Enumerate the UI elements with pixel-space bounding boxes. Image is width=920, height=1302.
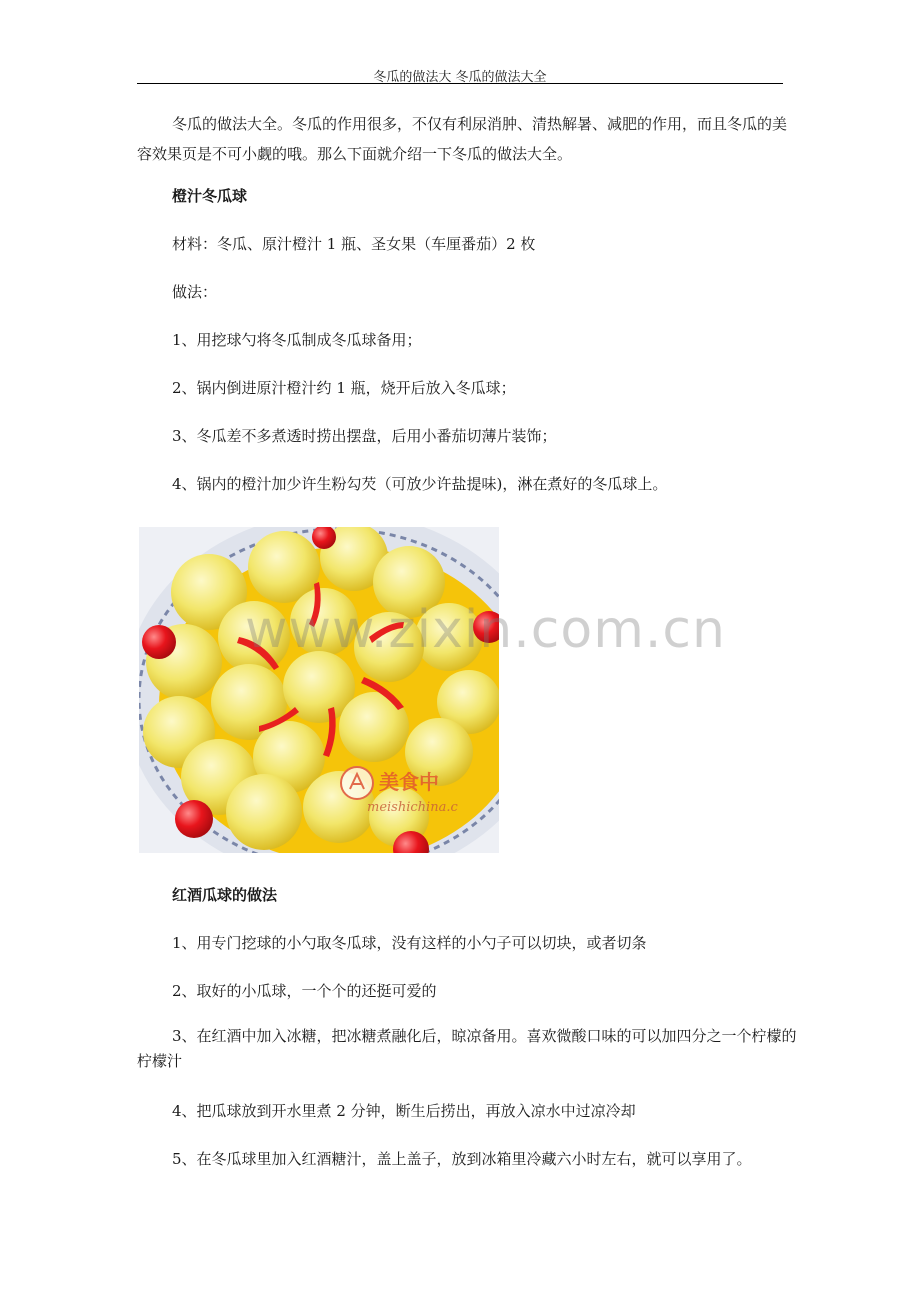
section1-step-2: 2、锅内倒进原汁橙汁约 1 瓶，烧开后放入冬瓜球； <box>172 379 516 397</box>
section2-step-2: 2、取好的小瓜球，一个个的还挺可爱的 <box>172 982 437 1000</box>
section1-title: 橙汁冬瓜球 <box>172 187 248 205</box>
section2-step-5: 5、在冬瓜球里加入红酒糖汁，盖上盖子，放到冰箱里冷藏六小时左右，就可以享用了。 <box>172 1150 752 1168</box>
section1-step-1: 1、用挖球勺将冬瓜制成冬瓜球备用； <box>172 331 422 349</box>
section2-step-1: 1、用专门挖球的小勺取冬瓜球，没有这样的小勺子可以切块，或者切条 <box>172 934 647 952</box>
header-rule <box>137 83 783 84</box>
winter-melon-orange-juice-photo <box>139 527 499 853</box>
section1-method-label: 做法： <box>172 283 218 301</box>
section2-step-3: 3、在红酒中加入冰糖，把冰糖煮融化后，晾凉备用。喜欢微酸口味的可以加四分之一个柠檬的柠檬汁 <box>137 1027 797 1070</box>
page-header-title: 冬瓜的做法大 冬瓜的做法大全 <box>373 70 547 85</box>
watermark-text: www.zixin.com.cn <box>245 600 726 660</box>
section1-step-4: 4、锅内的橙汁加少许生粉勾芡（可放少许盐提味)，淋在煮好的冬瓜球上。 <box>172 475 668 493</box>
section2-step-4: 4、把瓜球放到开水里煮 2 分钟，断生后捞出，再放入凉水中过凉冷却 <box>172 1102 636 1120</box>
section2-title: 红酒瓜球的做法 <box>172 886 278 904</box>
section1-step-3: 3、冬瓜差不多煮透时捞出摆盘，后用小番茄切薄片装饰； <box>172 427 557 445</box>
section1-materials: 材料：冬瓜、原汁橙汁 1 瓶、圣女果（车厘番茄）2 枚 <box>172 235 536 253</box>
photo-logo-text: 美食中 <box>379 770 439 794</box>
photo-logo-url: meishichina.c <box>367 800 458 815</box>
intro-paragraph: 冬瓜的做法大全。冬瓜的作用很多，不仅有利尿消肿、清热解暑、减肥的作用，而且冬瓜的美容效果页是不可小觑的哦。那么下面就介绍一下冬瓜的做法大全。 <box>137 115 788 163</box>
